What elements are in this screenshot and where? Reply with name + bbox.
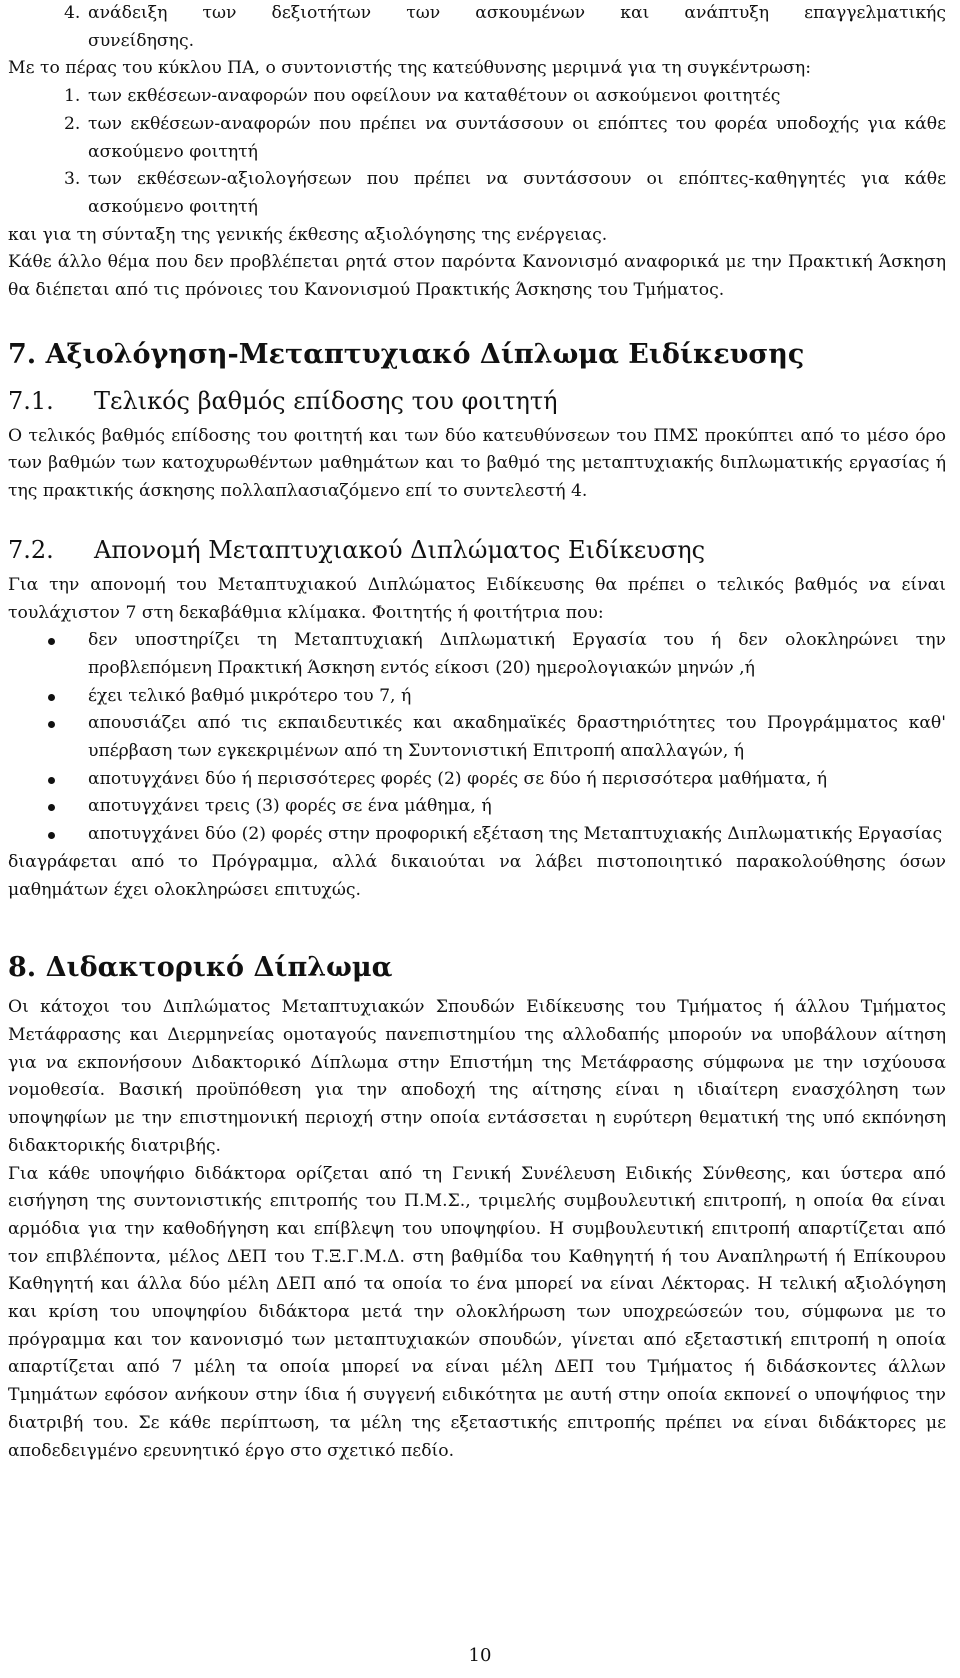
list-text: των εκθέσεων-αναφορών που πρέπει να συντάσσουν οι επόπτες του φορέα υποδοχής για κάθε ασκούμενο φοιτητή [88, 113, 946, 162]
list-item [8, 111, 946, 166]
list-text: των εκθέσεων-αναφορών που οφείλουν να καταθέτουν οι ασκούμενοι φοιτητές [88, 86, 781, 107]
list-text: ανάδειξη των δεξιοτήτων των ασκουμένων και ανάπτυξη επαγγελματικής [88, 3, 946, 23]
list-item: δεν υποστηρίζει τη Μεταπτυχιακή Διπλωματική Εργασία του ή δεν ολοκληρώνει την προβλεπόμενη Πρακτική Άσκηση εντός είκοσι (20) ημερολογιακών μηνών ,ή [8, 627, 946, 682]
subsection-title: Απονομή Μεταπτυχιακού Διπλώματος Ειδίκευσης [94, 535, 706, 564]
list-item: αποτυγχάνει δύο ή περισσότερες φορές (2) φορές σε δύο ή περισσότερα μαθήματα, ή [8, 766, 946, 794]
list-item: απουσιάζει από τις εκπαιδευτικές και ακαδημαϊκές δραστηριότητες του Προγράμματος καθ' υπέρβαση των εγκεκριμένων από τη Συντονιστική Επιτροπή απαλλαγών, ή [8, 710, 946, 765]
section-8-heading: 8. Διδακτορικό Δίπλωμα [8, 952, 393, 984]
lead-paragraph: Με το πέρας του κύκλου ΠΑ, ο συντονιστής της κατεύθυνσης μεριμνά για τη συγκέντρωση: [8, 58, 812, 79]
list-text: των εκθέσεων-αξιολογήσεων που πρέπει να συντάσσουν οι επόπτες-καθηγητές για κάθε ασκούμενο φοιτητή [88, 169, 946, 217]
list-item: έχει τελικό βαθμό μικρότερο του 7, ή [8, 683, 946, 711]
subsection-7-2-heading [8, 532, 946, 568]
page-number: 10 [468, 1645, 492, 1666]
list-number: 1. [64, 86, 81, 107]
list-item: αποτυγχάνει δύο (2) φορές στην προφορική εξέταση της Μεταπτυχιακής Διπλωματικής Εργασίας [8, 821, 946, 849]
section-7-heading: 7. Αξιολόγηση-Μεταπτυχιακό Δίπλωμα Ειδίκευσης [8, 338, 805, 370]
other-matters-paragraph: Κάθε άλλο θέμα που δεν προβλέπεται ρητά στον παρόντα Κανονισμό αναφορικά με την Πρακτική Άσκηση θα διέπεται από τις πρόνοιες του Κανονισμού Πρακτικής Άσκησης του Τμήματος. [8, 252, 946, 301]
dismissal-tail-paragraph: διαγράφεται από το Πρόγραμμα, αλλά δικαιούται να λάβει πιστοποιητικό παρακολούθησης όσων μαθημάτων έχει ολοκληρώσει επιτυχώς. [8, 851, 946, 900]
doctorate-paragraph-2: Για κάθε υποψήφιο διδάκτορα ορίζεται από τη Γενική Συνέλευση Ειδικής Σύνθεσης, και ύστερα από εισήγηση της συντονιστικής επιτροπής του Π.Μ.Σ., τριμελής συμβουλευτική επιτροπή, η οποία θα είναι αρμόδια για την καθοδήγηση και επίβλεψη του υποψηφίου. Η συμβουλευτική επιτροπή απαρτίζεται από τον επιβλέποντα, μέλος ΔΕΠ του Τ.Ξ.Γ.Μ.Δ. στη βαθμίδα του Καθηγητή ή του Αναπληρωτή ή Επίκουρου Καθηγητή και άλλα δύο μέλη ΔΕΠ από τα οποία το ένα μπορεί να είναι Λέκτορας. Η τελική αξιολόγηση και κρίση του υποψηφίου διδάκτορα μετά την ολοκλήρωση των υποχρεώσεών του, σύμφωνα με το πρόγραμμα και τον κανονισμό των μεταπτυχιακών σπουδών, γίνεται από εξεταστική επιτροπή η οποία απαρτίζεται από 7 μέλη τα οποία μπορεί να είναι μέλη ΔΕΠ του Τμήματος ή διδάσκοντες άλλων Τμημάτων εφόσον ανήκουν στην ίδια ή συγγενή ειδικότητα με αυτή στην οποία εκπονεί ο υποψήφιος την διατριβή του. Σε κάθε περίπτωση, τα μέλη της εξεταστικής επιτροπής πρέπει να είναι διδάκτορες με αποδεδειγμένο ερευνητικό έργο στο σχετικό πεδίο. [8, 1163, 946, 1461]
award-paragraph: Για την απονομή του Μεταπτυχιακού Διπλώματος Ειδίκευσης θα πρέπει ο τελικός βαθμός να είναι τουλάχιστον 7 στη δεκαβάθμια κλίμακα. Φοιτητής ή φοιτήτρια που: [8, 574, 946, 623]
list-number: 2. [64, 113, 81, 134]
collection-tail: και για τη σύνταξη της γενικής έκθεσης αξιολόγησης της ενέργειας. [8, 224, 608, 245]
list-item [8, 166, 946, 221]
list-number: 4. [64, 3, 81, 23]
subsection-number: 7.2. [8, 535, 54, 564]
subsection-7-1-heading [8, 383, 946, 419]
collection-list [8, 83, 946, 222]
list-item [8, 0, 946, 55]
list-number: 3. [64, 169, 81, 190]
doctorate-paragraph-1: Οι κάτοχοι του Διπλώματος Μεταπτυχιακών Σπουδών Ειδίκευσης του Τμήματος ή άλλου Τμήματος Μετάφρασης και Διερμηνείας ομοταγούς πανεπιστημίου της αλλοδαπής μπορούν να υποβάλουν αίτηση για να εκπονήσουν Διδακτορικό Δίπλωμα στην Επιστήμη της Μετάφρασης σύμφωνα με την ισχύουσα νομοθεσία. Βασική προϋπόθεση για την αποδοχή της αίτησης είναι η ιδιαίτερη ενασχόληση των υποψηφίων με την επιστημονική περιοχή στην οποία εντάσσεται η ευρύτερη θεματική της υπό εκπόνηση διδακτορικής διατριβής. [8, 997, 946, 1156]
subsection-number: 7.1. [8, 386, 54, 415]
subsection-title: Τελικός βαθμός επίδοσης του φοιτητή [94, 386, 558, 415]
dismissal-conditions-list [8, 627, 946, 849]
list-item: αποτυγχάνει τρεις (3) φορές σε ένα μάθημα, ή [8, 793, 946, 821]
list-text-continued: συνείδησης. [88, 30, 195, 51]
list-item [8, 83, 946, 111]
final-grade-paragraph: Ο τελικός βαθμός επίδοσης του φοιτητή και των δύο κατευθύνσεων του ΠΜΣ προκύπτει από το μέσο όρο των βαθμών των κατοχυρωθέντων μαθημάτων και το βαθμό της μεταπτυχιακής διπλωματικής εργασίας ή της πρακτικής άσκησης πολλαπλασιαζόμενο επί το συντελεστή 4. [8, 425, 946, 502]
